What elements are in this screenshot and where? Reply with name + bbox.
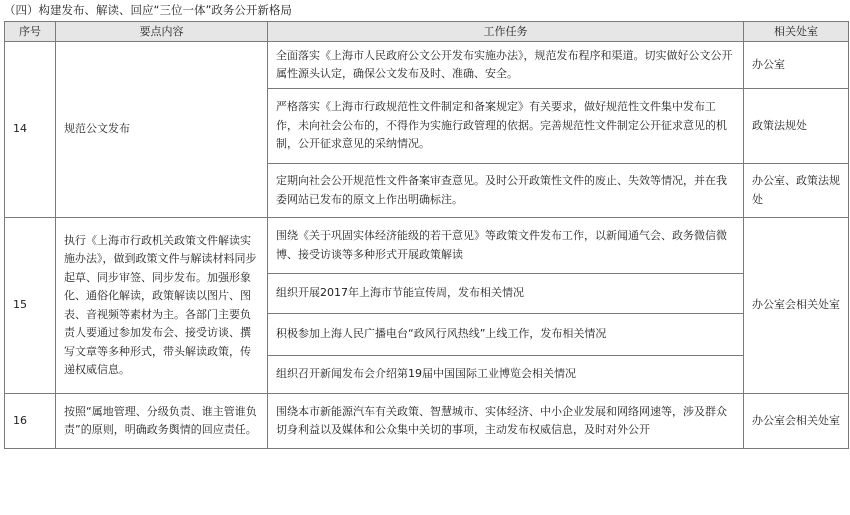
row-number: 16 — [5, 394, 56, 449]
table-header-row — [5, 22, 849, 42]
row-number: 15 — [5, 218, 56, 394]
department-cell: 办公室会相关处室 — [744, 394, 849, 449]
key-point-cell: 规范公文发布 — [56, 42, 268, 218]
column-header-task: 工作任务 — [268, 22, 744, 42]
key-point-cell: 按照“属地管理、分级负责、谁主管谁负责”的原则，明确政务舆情的回应责任。 — [56, 394, 268, 449]
task-cell: 积极参加上海人民广播电台“政风行风热线”上线工作，发布相关情况 — [268, 314, 744, 356]
department-cell: 政策法规处 — [744, 89, 849, 164]
task-cell: 组织开展2017年上海市节能宣传周，发布相关情况 — [268, 274, 744, 314]
department-cell: 办公室、政策法规处 — [744, 164, 849, 218]
column-header-content: 要点内容 — [56, 22, 268, 42]
task-cell: 严格落实《上海市行政规范性文件制定和备案规定》有关要求，做好规范性文件集中发布工作，未向社会公布的，不得作为实施行政管理的依据。完善规范性文件制定公开征求意见的机制，公开征求意见的采纳情况。 — [268, 89, 744, 164]
section-heading: （四）构建发布、解读、回应“三位一体”政务公开新格局 — [4, 3, 292, 17]
task-cell: 组织召开新闻发布会介绍第19届中国国际工业博览会相关情况 — [268, 356, 744, 394]
task-cell: 围绕本市新能源汽车有关政策、智慧城市、实体经济、中小企业发展和网络网速等，涉及群众切身利益以及媒体和公众集中关切的事项，主动发布权威信息，及时对外公开 — [268, 394, 744, 449]
table-row — [5, 394, 849, 449]
key-point-cell: 执行《上海市行政机关政策文件解读实施办法》，做到政策文件与解读材料同步起草、同步审签、同步发布。加强形象化、通俗化解读，政策解读以图片、图表、音视频等素材为主。各部门主要负责人要通过参加发布会、接受访谈、撰写文章等多种形式，带头解读政策，传递权威信息。 — [56, 218, 268, 394]
column-header-dept: 相关处室 — [744, 22, 849, 42]
table-row — [5, 42, 849, 89]
table-row — [5, 218, 849, 274]
department-cell: 办公室 — [744, 42, 849, 89]
column-header-no: 序号 — [5, 22, 56, 42]
row-number: 14 — [5, 42, 56, 218]
policy-table — [4, 21, 849, 449]
task-cell: 全面落实《上海市人民政府公文公开发布实施办法》，规范发布程序和渠道。切实做好公文公开属性源头认定，确保公文发布及时、准确、安全。 — [268, 42, 744, 89]
task-cell: 围绕《关于巩固实体经济能级的若干意见》等政策文件发布工作，以新闻通气会、政务微信微博、接受访谈等多种形式开展政策解读 — [268, 218, 744, 274]
department-cell: 办公室会相关处室 — [744, 218, 849, 394]
task-cell: 定期向社会公开规范性文件备案审查意见。及时公开政策性文件的废止、失效等情况，并在我委网站已发布的原文上作出明确标注。 — [268, 164, 744, 218]
